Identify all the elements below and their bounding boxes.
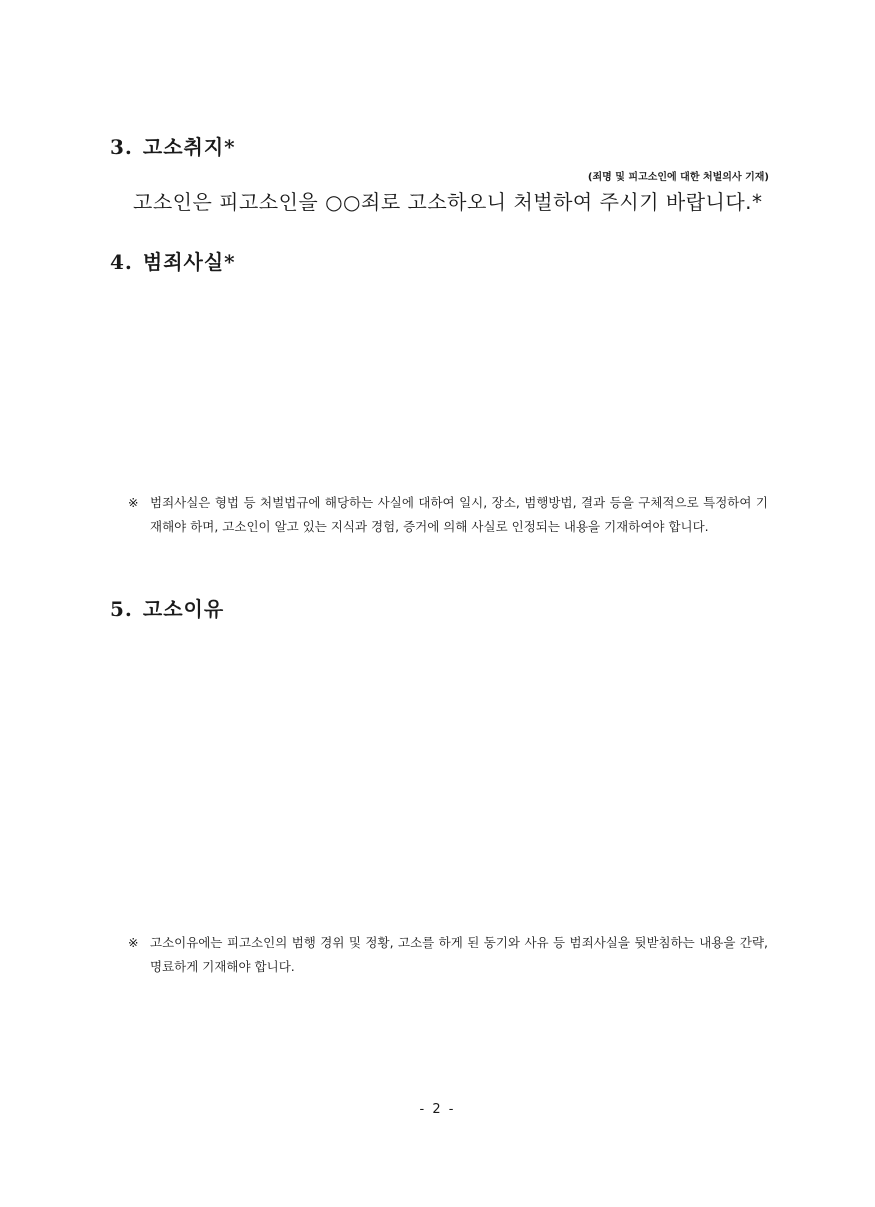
section-3-body: 고소인은 피고소인을 ○○죄로 고소하오니 처벌하여 주시기 바랍니다.* bbox=[133, 190, 763, 214]
reference-mark-icon: ※ bbox=[128, 935, 139, 950]
section-4-number: 4. bbox=[110, 250, 133, 274]
section-4-heading bbox=[110, 246, 236, 275]
section-3-sub-note: (죄명 및 피고소인에 대한 처벌의사 기재) bbox=[587, 172, 769, 183]
section-4-title: 범죄사실* bbox=[142, 250, 236, 274]
section-5-note-text: 고소이유에는 피고소인의 범행 경위 및 정황, 고소를 하게 된 동기와 사유 등 범죄사실을 뒷받침하는 내용을 간략, 명료하게 기재해야 합니다. bbox=[150, 935, 768, 974]
page-number: - 2 - bbox=[419, 1102, 456, 1117]
section-5-heading bbox=[110, 593, 224, 622]
section-3-title: 고소취지* bbox=[142, 135, 236, 159]
section-5-title: 고소이유 bbox=[142, 597, 225, 621]
reference-mark-icon: ※ bbox=[128, 495, 139, 510]
section-5-note bbox=[128, 931, 768, 979]
section-3-number: 3. bbox=[110, 135, 133, 159]
section-3-heading bbox=[110, 131, 236, 160]
section-4-note bbox=[128, 491, 768, 539]
section-5-number: 5. bbox=[110, 597, 133, 621]
section-4-note-text: 범죄사실은 형법 등 처벌법규에 해당하는 사실에 대하여 일시, 장소, 범행방법, 결과 등을 구체적으로 특정하여 기재해야 하며, 고소인이 알고 있는 지식과 경험, 증거에 의해 사실로 인정되는 내용을 기재하여야 합니다. bbox=[150, 495, 768, 534]
